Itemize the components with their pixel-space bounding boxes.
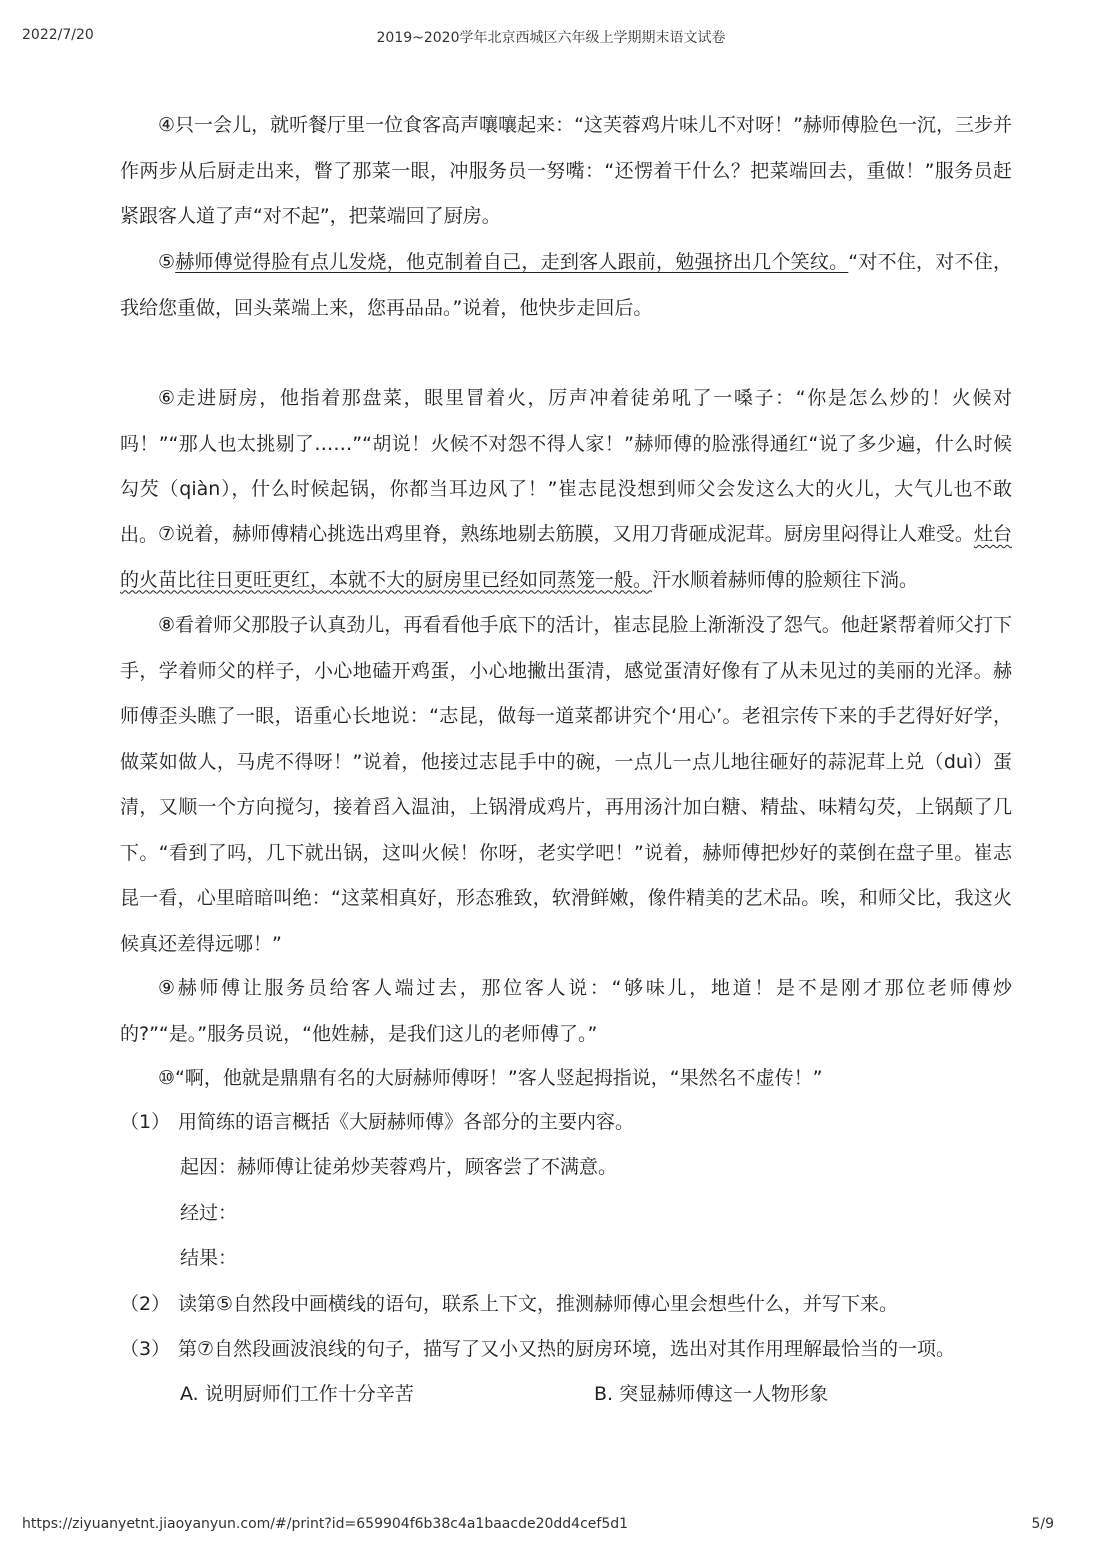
- question-3-text: 第⑦自然段画波浪线的句子，描写了又小又热的厨房环境，选出对其作用理解最恰当的一项。: [178, 1338, 956, 1360]
- question-1-number: （1）: [120, 1111, 171, 1133]
- paragraph-10: ⑩“啊，他就是鼎鼎有名的大厨赫师傅呀！”客人竖起拇指说，“果然名不虚传！”: [158, 1067, 823, 1089]
- question-1-cause: 起因：赫师傅让徒弟炒芙蓉鸡片，顾客尝了不满意。: [180, 1156, 618, 1178]
- paragraph-6: ⑥走进厨房，他指着那盘菜，眼里冒着火，厉声冲着徒弟吼了一嗓子：“你是怎么炒的！火候对吗！”“那人也太挑剔了……”“胡说！火候不对怨不得人家！”赫师傅的脸涨得通红“说了多少遍，什么时候勾芡（qiàn），什么时候起锅，你都当耳边风了！”崔志昆没想到师父会发这么大的火儿，大气儿也不敢出。: [120, 387, 1012, 546]
- paragraph-8: ⑧看着师父那股子认真劲儿，再看看他手底下的活计，崔志昆脸上渐渐没了怨气。他赶紧帮着师父打下手，学着师父的样子，小心地磕开鸡蛋，小心地撇出蛋清，感觉蛋清好像有了从未见过的美丽的光泽。赫师傅歪头瞧了一眼，语重心长地说：“志昆，做每一道菜都讲究个‘用心’。老祖宗传下来的手艺得好好学，做菜如做人，马虎不得呀！”说着，他接过志昆手中的碗，一点儿一点儿地往砸好的蒜泥茸上兑（duì）蛋清，又顺一个方向搅匀，接着舀入温油，上锅滑成鸡片，再用汤汁加白糖、精盐、味精勾芡，上锅颠了几下。“看到了吗，几下就出锅，这叫火候！你呀，老实学吧！”说着，赫师傅把炒好的菜倒在盘子里。崔志昆一看，心里暗暗叫绝：“这菜相真好，形态雅致，软滑鲜嫩，像件精美的艺术品。唉，和师父比，我这火候真还差得远哪！”: [120, 614, 1012, 955]
- paragraph-7: [120, 512, 1012, 603]
- question-1-result: 结果：: [180, 1247, 238, 1269]
- question-2-number: （2）: [120, 1293, 171, 1315]
- question-3: [120, 1335, 955, 1363]
- footer-url[interactable]: https://ziyuanyetnt.jiaoyanyun.com/#/print?id=659904f6b38c4a1baacde20dd4cef5d1: [22, 1516, 629, 1532]
- question-3-number: （3）: [120, 1338, 171, 1360]
- question-2: [120, 1290, 898, 1318]
- question-3-option-a[interactable]: A. 说明厨师们工作十分辛苦: [180, 1383, 414, 1405]
- paragraph-5-rest: “对不住，对不住，我给您重做，回头菜端上来，您再品品。”说着，他快步走回后。: [120, 251, 1012, 319]
- paragraph-4: ④只一会儿，就听餐厅里一位食客高声嚷嚷起来：“这芙蓉鸡片味儿不对呀！”赫师傅脸色一沉，三步并作两步从后厨走出来，瞥了那菜一眼，冲服务员一努嘴：“还愣着干什么？把菜端回去，重做！”服务员赶紧跟客人道了声“对不起”，把菜端回了厨房。: [120, 114, 1012, 227]
- paragraph-9: ⑨赫师傅让服务员给客人端过去，那位客人说：“够味儿，地道！是不是刚才那位老师傅炒的?”“是。”服务员说，“他姓赫，是我们这儿的老师傅了。”: [120, 977, 1012, 1045]
- question-1: [120, 1108, 634, 1136]
- paragraph-7-first: ⑦说着，赫师傅精心挑选出鸡里脊，熟练地剔去筋膜，又用刀背砸成泥茸。厨房里闷得让人难受。: [158, 523, 974, 545]
- paragraph-7-wavy-sentence: 灶台的火苗比往日更旺更红，本就不大的厨房里已经如同蒸笼一般。: [120, 523, 1012, 591]
- header-date: 2022/7/20: [22, 27, 94, 43]
- question-1-process: 经过：: [180, 1202, 238, 1224]
- paragraph-7-rest: 汗水顺着赫师傅的脸颊往下淌。: [652, 568, 919, 591]
- question-3-option-b[interactable]: B. 突显赫师傅这一人物形象: [594, 1383, 829, 1405]
- header-title: 2019~2020学年北京西城区六年级上学期期末语文试卷: [376, 30, 726, 46]
- paragraph-5: [120, 240, 1012, 331]
- question-2-text: 读第⑤自然段中画横线的语句，联系上下文，推测赫师傅心里会想些什么，并写下来。: [178, 1293, 899, 1315]
- footer-page-number: 5/9: [1031, 1516, 1054, 1532]
- paragraph-5-prefix: ⑤: [158, 251, 176, 273]
- paragraph-5-underlined-sentence: 赫师傅觉得脸有点儿发烧，他克制着自己，走到客人跟前，勉强挤出几个笑纹。: [175, 251, 849, 273]
- question-1-text: 用简练的语言概括《大厨赫师傅》各部分的主要内容。: [178, 1111, 635, 1133]
